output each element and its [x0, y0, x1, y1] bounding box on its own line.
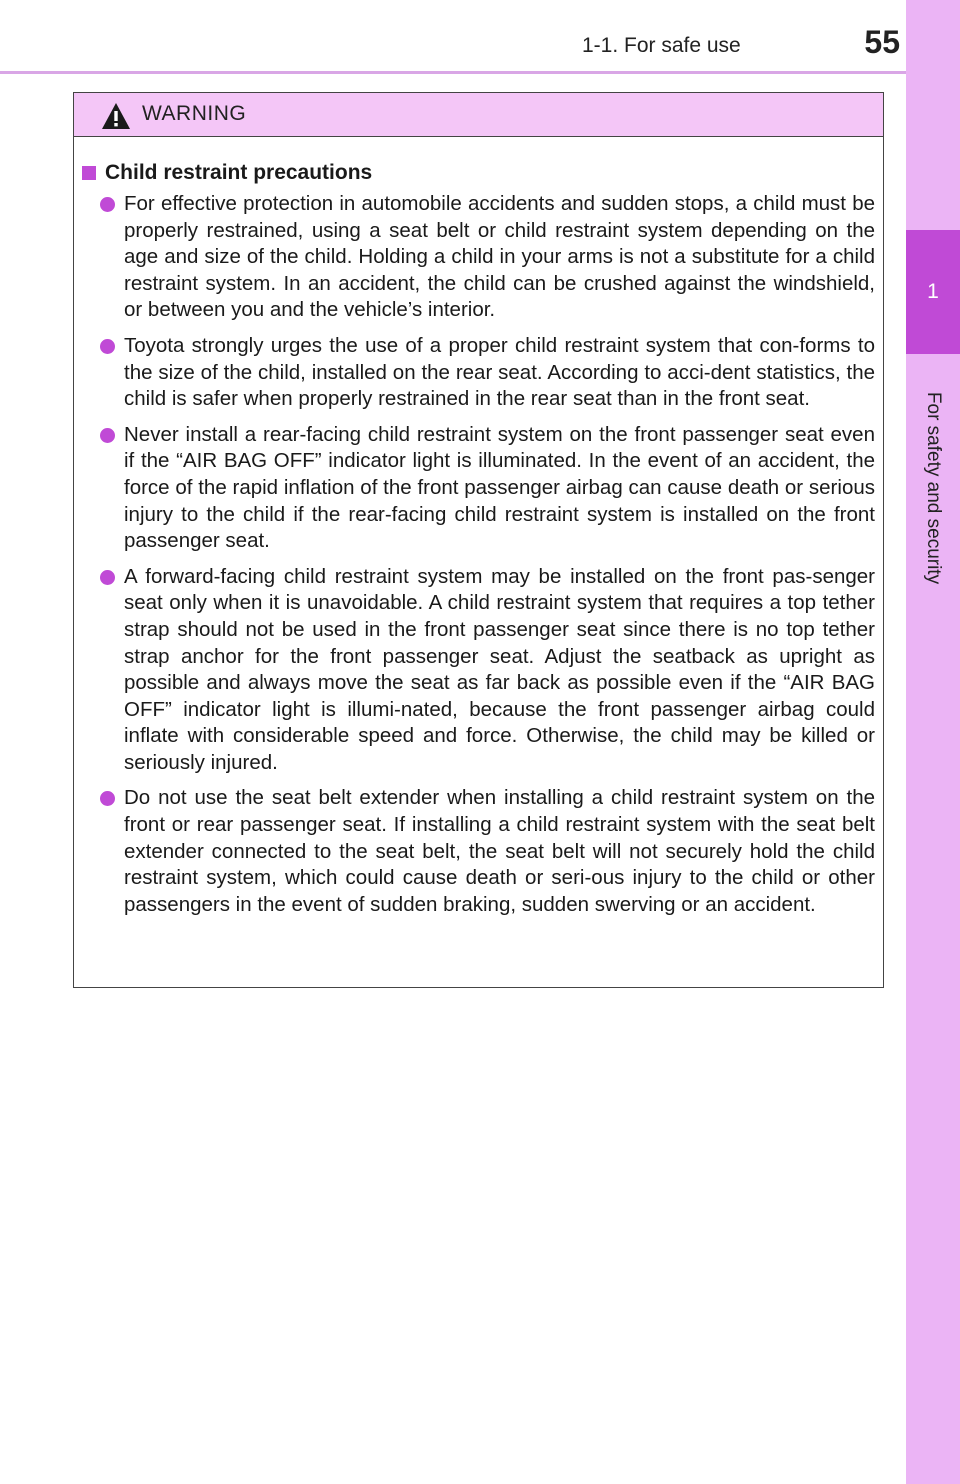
list-item: [82, 333, 875, 413]
warning-header: [74, 93, 883, 137]
side-tab: [906, 0, 960, 1484]
chapter-title-area: [906, 360, 960, 620]
warning-triangle-icon: [101, 102, 131, 130]
section-heading-text: Child restraint precautions: [105, 161, 373, 184]
section-heading: [82, 159, 875, 187]
list-item-text: Do not use the seat belt extender when installing a child restraint system on the front or rear passenger seat. If installing a child restraint system with the seat belt extender connected to the seat belt, the seat belt will not securely hold the child restraint system, which could cause death or seri-ous injury to the child or other passengers in the event of sudden braking, sudden swerving or an accident.: [124, 786, 875, 916]
list-item: [82, 564, 875, 777]
list-item-text: A forward-facing child restraint system may be installed on the front pas-senger seat only when it is unavoidable. A child restraint system that requires a top tether strap should not be used in the front passenger seat since there is no top tether strap anchor for the front passenger seat. Adjust the seatback as upright as possible and always move the seat as far back as possible even if the “AIR BAG OFF” indicator light is illumi-nated, because the front passenger airbag could inflate with considerable speed and force. Otherwise, the child may be killed or seriously injured.: [124, 564, 875, 774]
list-item: [82, 191, 875, 324]
warning-body: [74, 137, 883, 918]
square-bullet-icon: [82, 166, 96, 180]
list-item-text: For effective protection in automobile accidents and sudden stops, a child must be properly restrained, using a seat belt or child restraint system depending on the age and size of the child. Holding a child in your arms is not a substitute for a child restraint system. In an accident, the child can be crushed against the windshield, or between you and the vehicle’s interior.: [124, 192, 875, 322]
header-rule: [0, 71, 906, 74]
warning-box: [73, 92, 884, 988]
bullet-dot-icon: [100, 428, 115, 443]
list-item-text: Toyota strongly urges the use of a proper child restraint system that con-forms to the size of the child, installed on the rear seat. According to acci-dent statistics, the child is safer when properly restrained in the rear seat than in the front seat.: [124, 333, 875, 411]
page-number: 55: [864, 24, 900, 60]
chapter-number: 1: [927, 280, 939, 303]
bullet-dot-icon: [100, 570, 115, 585]
bullet-dot-icon: [100, 791, 115, 806]
bullet-dot-icon: [100, 339, 115, 354]
chapter-title: For safety and security: [923, 391, 944, 585]
list-item: [82, 785, 875, 918]
chapter-tab[interactable]: [906, 230, 960, 354]
list-item-text: Never install a rear-facing child restraint system on the front passenger seat even if the “AIR BAG OFF” indicator light is illuminated. In the event of an accident, the force of the rapid inflation of the front passenger airbag can cause death or serious injury to the child if the rear-facing child restraint system is installed on the front passenger seat.: [124, 422, 875, 553]
list-item: [82, 422, 875, 555]
bullet-dot-icon: [100, 197, 115, 212]
section-reference: 1-1. For safe use: [582, 34, 741, 57]
warning-title: WARNING: [142, 102, 247, 125]
